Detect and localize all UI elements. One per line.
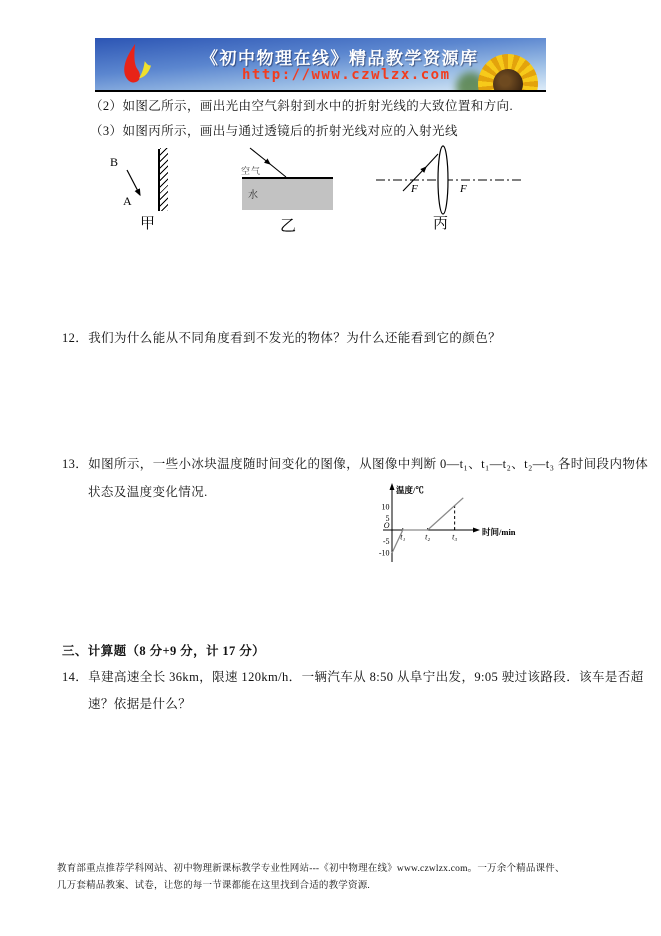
incident-ray-arrow (246, 145, 292, 181)
footer-line1: 教育部重点推荐学科网站、初中物理新课标教学专业性网站---《初中物理在线》www.czwlzx.com。一万余个精品课件、 (57, 864, 565, 874)
question-part3: （3）如图丙所示，画出与通过透镜后的折射光线对应的入射光线 (90, 124, 458, 138)
mirror-hatching (160, 148, 168, 211)
convex-lens (438, 146, 448, 214)
site-url-link[interactable]: http://www.czwlzx.com (242, 67, 451, 83)
y-tick-label: 10 (381, 502, 390, 512)
y-axis-arrow (390, 483, 395, 490)
point-b-label: B (110, 155, 119, 169)
x-tick-label: t₁ (400, 532, 406, 542)
x-axis-arrow (473, 528, 480, 533)
water-label: 水 (248, 190, 258, 201)
question-13-line1: 13．如图所示，一些小冰块温度随时间变化的图像，从图像中判断 0—t₁、t₁—t₂、t₂—t₃ 各时间段内物体 (62, 457, 649, 471)
point-a-label: A (123, 194, 132, 208)
focal-point-right-label: F (460, 183, 467, 195)
x-tick-label: t₃ (452, 532, 458, 542)
y-tick-label: O (383, 521, 390, 530)
x-axis-label: 时间/min (482, 527, 516, 537)
diagram-caption-yi: 乙 (280, 218, 297, 235)
y-tick-label: -10 (378, 548, 390, 558)
question-13-line2: 状态及温度变化情况. (88, 485, 208, 499)
refracted-ray-arrow (403, 154, 438, 191)
temperature-curve (392, 498, 463, 553)
site-logo-icon (115, 41, 163, 89)
sunflower-photo (460, 42, 546, 92)
focal-point-left-label: F (411, 183, 418, 195)
air-label: 空气 (241, 166, 262, 176)
lens-diagram (374, 143, 528, 219)
footer-line2: 几万套精品教案、试卷，让您的每一节课都能在这里找到合适的教学资源. (57, 881, 370, 891)
diagram-caption-jia: 甲 (140, 216, 156, 232)
y-axis-label: 温度/℃ (396, 485, 424, 495)
x-tick-label: t₂ (425, 532, 431, 542)
section-3-heading: 三、计算题（8 分+9 分，计 17 分） (62, 644, 266, 658)
question-part2: （2）如图乙所示，画出光由空气斜射到水中的折射光线的大致位置和方向. (90, 99, 513, 113)
site-banner (95, 38, 546, 92)
sunflower-center (493, 69, 523, 92)
temperature-time-graph (378, 482, 548, 572)
question-12: 12．我们为什么能从不同角度看到不发光的物体？为什么还能看到它的颜色？ (62, 331, 502, 345)
diagram-caption-bing: 丙 (433, 216, 449, 232)
question-14-line2: 速？依据是什么？ (88, 697, 192, 711)
y-tick-label: 5 (385, 514, 390, 523)
question-14-line1: 14．阜建高速全长 36km，限速 120km/h．一辆汽车从 8:50 从阜宁出发，9:05 驶过该路段．该车是否超 (62, 670, 644, 684)
y-tick-label: -5 (382, 537, 390, 546)
site-title: 《初中物理在线》精品教学资源库 (201, 49, 479, 68)
